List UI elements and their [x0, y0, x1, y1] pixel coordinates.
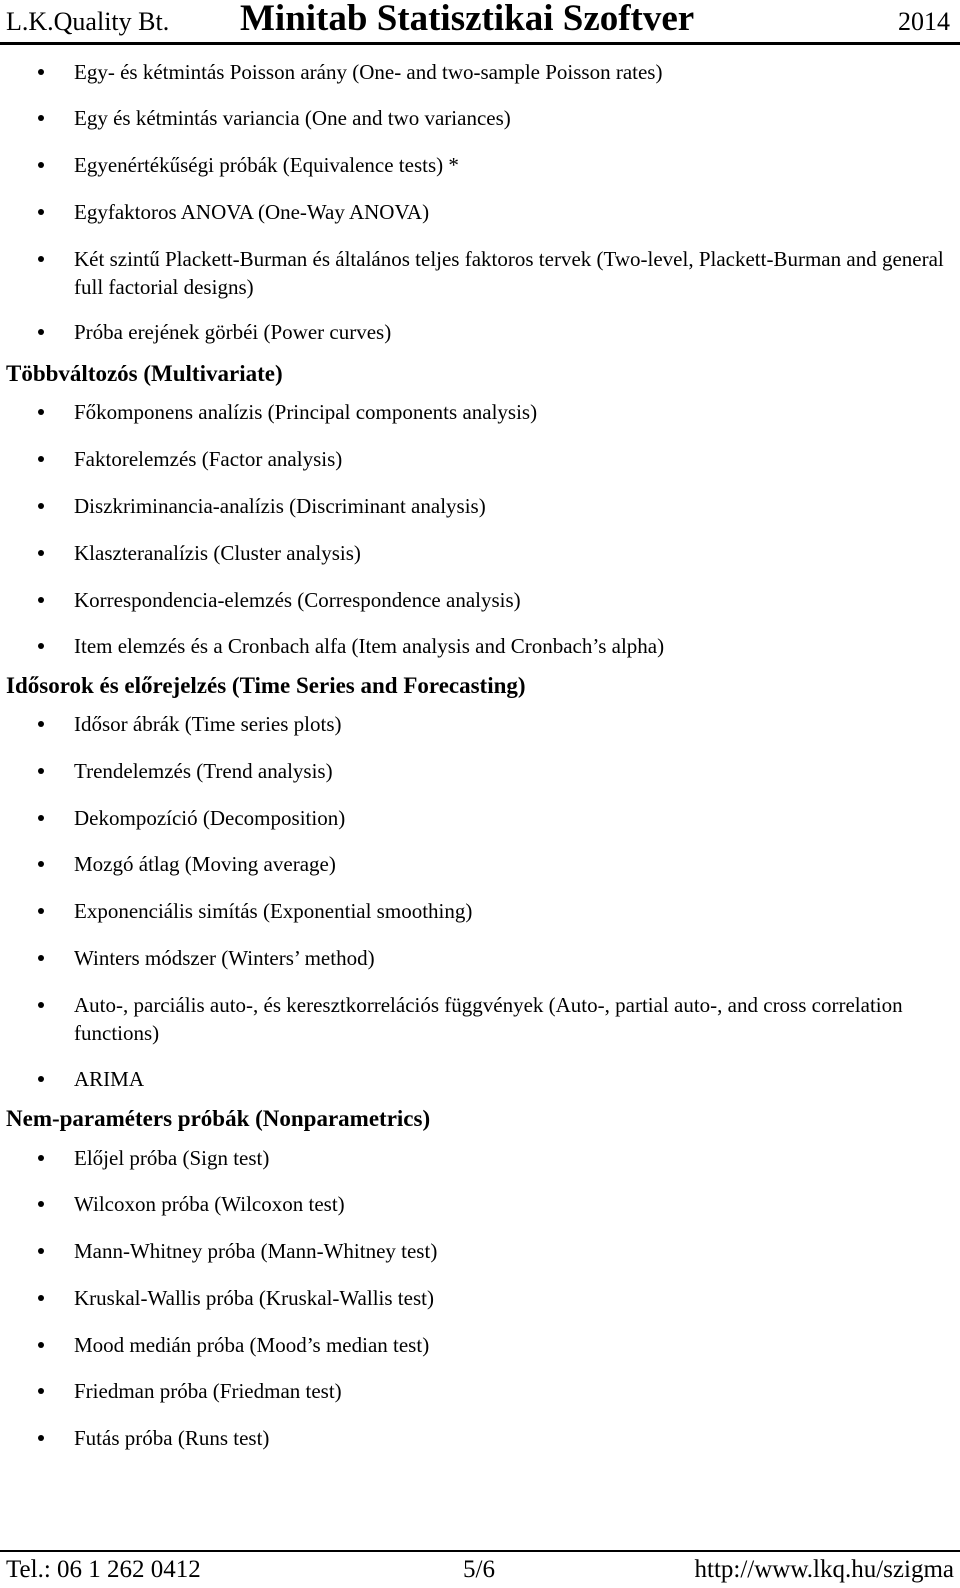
- bullet-icon: [38, 1388, 44, 1394]
- header-year: 2014: [898, 7, 950, 36]
- list-item: Idősor ábrák (Time series plots): [74, 710, 954, 738]
- list-item: Korrespondencia-elemzés (Correspondence analysis): [74, 586, 954, 614]
- list-item: Winters módszer (Winters’ method): [74, 944, 954, 972]
- document-title: Minitab Statisztikai Szoftver: [240, 0, 695, 39]
- list-item: Item elemzés és a Cronbach alfa (Item analysis and Cronbach’s alpha): [74, 632, 954, 660]
- list-item: Friedman próba (Friedman test): [74, 1377, 954, 1405]
- list-item: Egy- és kétmintás Poisson arány (One- and two-sample Poisson rates): [74, 58, 954, 86]
- bullet-icon: [38, 329, 44, 335]
- bullet-icon: [38, 409, 44, 415]
- list-item: Futás próba (Runs test): [74, 1424, 954, 1452]
- list-item: Wilcoxon próba (Wilcoxon test): [74, 1190, 954, 1218]
- footer-phone: Tel.: 06 1 262 0412: [6, 1556, 201, 1583]
- list-item: Előjel próba (Sign test): [74, 1144, 954, 1172]
- bullet-icon: [38, 1248, 44, 1254]
- bullet-icon: [38, 503, 44, 509]
- bullet-icon: [38, 162, 44, 168]
- section-heading-timeseries: Idősorok és előrejelzés (Time Series and Forecasting): [6, 673, 526, 698]
- list-item: Dekompozíció (Decomposition): [74, 804, 954, 832]
- list-item: Mood medián próba (Mood’s median test): [74, 1331, 954, 1359]
- list-item: Egyfaktoros ANOVA (One-Way ANOVA): [74, 198, 954, 226]
- list-item: Egyenértékűségi próbák (Equivalence tests) *: [74, 151, 954, 179]
- bullet-icon: [38, 861, 44, 867]
- bullet-icon: [38, 1435, 44, 1441]
- footer-url: http://www.lkq.hu/szigma: [694, 1556, 954, 1583]
- bullet-icon: [38, 1342, 44, 1348]
- bullet-icon: [38, 1295, 44, 1301]
- list-item: Klaszteranalízis (Cluster analysis): [74, 539, 954, 567]
- bullet-icon: [38, 69, 44, 75]
- bullet-icon: [38, 815, 44, 821]
- bullet-icon: [38, 721, 44, 727]
- bullet-icon: [38, 209, 44, 215]
- bullet-icon: [38, 908, 44, 914]
- bullet-icon: [38, 1155, 44, 1161]
- list-item: Főkomponens analízis (Principal components analysis): [74, 398, 954, 426]
- list-item: Exponenciális simítás (Exponential smoothing): [74, 897, 954, 925]
- bullet-icon: [38, 115, 44, 121]
- bullet-icon: [38, 1002, 44, 1008]
- list-item: Két szintű Plackett-Burman és általános teljes faktoros tervek (Two-level, Plackett-Burman and general full factorial designs): [74, 245, 954, 301]
- list-item: Mann-Whitney próba (Mann-Whitney test): [74, 1237, 954, 1265]
- bullet-icon: [38, 456, 44, 462]
- bullet-icon: [38, 1076, 44, 1082]
- list-item: Egy és kétmintás variancia (One and two variances): [74, 104, 954, 132]
- page-header: [0, 0, 960, 45]
- list-item: ARIMA: [74, 1065, 954, 1093]
- list-item: Próba erejének görbéi (Power curves): [74, 318, 954, 346]
- bullet-icon: [38, 1201, 44, 1207]
- company-name: L.K.Quality Bt.: [6, 7, 170, 36]
- page-footer: [0, 1550, 960, 1588]
- list-item: Diszkriminancia-analízis (Discriminant analysis): [74, 492, 954, 520]
- bullet-icon: [38, 256, 44, 262]
- list-item: Faktorelemzés (Factor analysis): [74, 445, 954, 473]
- bullet-icon: [38, 597, 44, 603]
- section-heading-multivariate: Többváltozós (Multivariate): [6, 361, 283, 386]
- bullet-icon: [38, 550, 44, 556]
- section-heading-nonparametrics: Nem-paraméters próbák (Nonparametrics): [6, 1106, 431, 1131]
- list-item: Kruskal-Wallis próba (Kruskal-Wallis test): [74, 1284, 954, 1312]
- bullet-icon: [38, 768, 44, 774]
- list-item: Mozgó átlag (Moving average): [74, 850, 954, 878]
- list-item: Trendelemzés (Trend analysis): [74, 757, 954, 785]
- bullet-icon: [38, 955, 44, 961]
- page-number: 5/6: [463, 1556, 495, 1583]
- list-item: Auto-, parciális auto-, és keresztkorrelációs függvények (Auto-, partial auto-, and cross correlation functions): [74, 991, 954, 1047]
- bullet-icon: [38, 643, 44, 649]
